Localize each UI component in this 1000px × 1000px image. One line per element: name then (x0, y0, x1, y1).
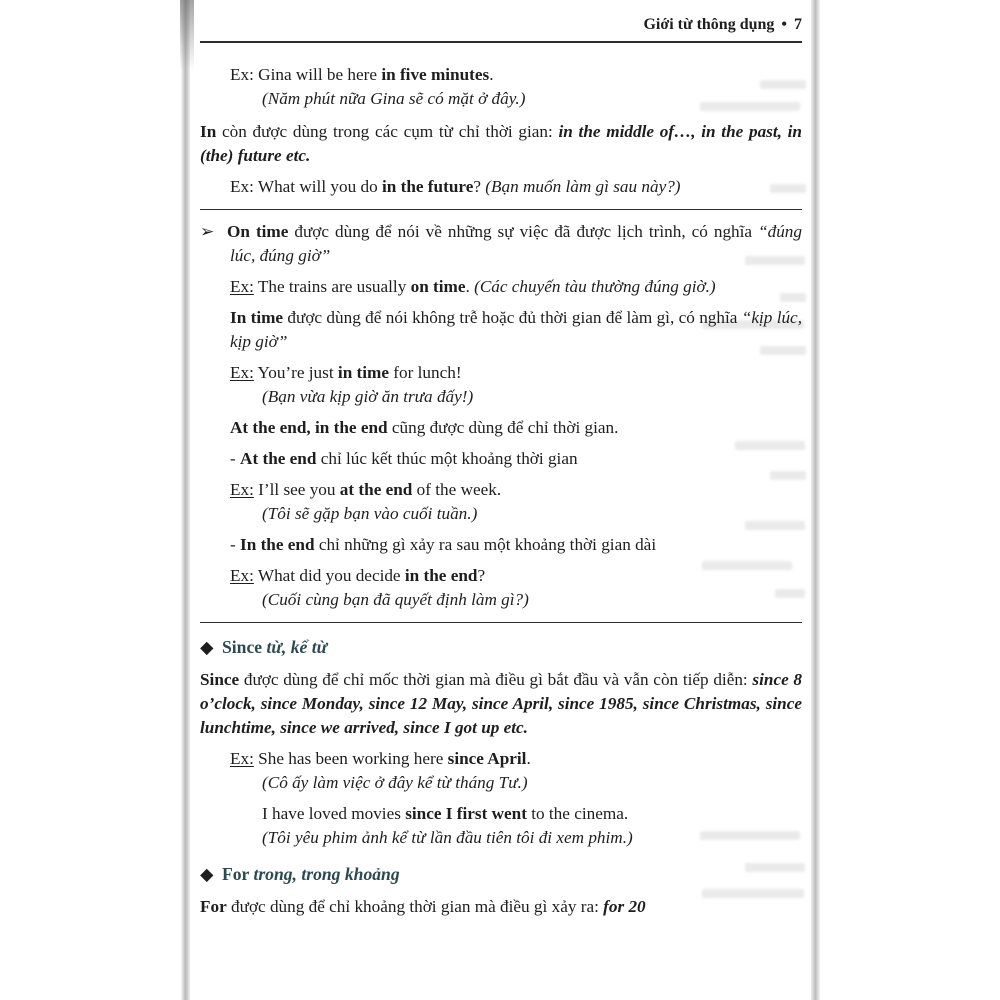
sub-paragraph (200, 533, 802, 557)
list-marker: ◆ (200, 637, 214, 657)
text-segment: - (230, 449, 241, 468)
explanation-paragraph (200, 120, 802, 168)
text-segment: được dùng để chỉ khoảng thời gian mà điều gì xảy ra: (226, 897, 604, 916)
text-segment: The trains are usually (253, 277, 411, 296)
content-area (200, 63, 802, 919)
page-corner-shadow (180, 0, 194, 70)
text-segment: ? (473, 177, 486, 196)
text-segment: She has been working here (253, 749, 448, 768)
translation-line (200, 502, 802, 526)
text-segment: in time (337, 363, 389, 382)
text-segment: (Tôi sẽ gặp bạn vào cuối tuần.) (262, 504, 478, 523)
text-segment: On time (227, 222, 289, 241)
text-segment: in the middle of…, in the past, in (the) future etc. (200, 122, 802, 165)
text-segment: chỉ lúc kết thúc một khoảng thời gian (316, 449, 578, 468)
text-segment: . (465, 277, 475, 296)
running-title: Giới từ thông dụng (643, 16, 775, 33)
text-segment: chỉ những gì xảy ra sau một khoảng thời gian dài (314, 535, 657, 554)
text-segment: . (489, 65, 494, 84)
text-segment: Ex: (230, 480, 254, 499)
text-segment: (Năm phút nữa Gina sẽ có mặt ở đây.) (262, 89, 526, 108)
page-header (200, 0, 802, 34)
text-segment: Since (222, 637, 267, 657)
text-segment: in five minutes (381, 65, 490, 84)
text-segment: . (526, 749, 531, 768)
translation-line (200, 588, 802, 612)
text-segment: What did you decide (253, 566, 405, 585)
text-segment: (Tôi yêu phim ảnh kể từ lần đầu tiên tôi đi xem phim.) (262, 828, 633, 847)
header-rule (200, 41, 802, 43)
text-segment: được dùng để nói về những sự việc đã được lịch trình, có nghĩa (288, 222, 759, 241)
text-segment: for lunch! (389, 363, 462, 382)
text-segment: Ex: What will you do (230, 177, 382, 196)
text-segment: cũng được dùng để chỉ thời gian. (387, 418, 619, 437)
text-segment: for 20 (603, 897, 646, 916)
translation-line (200, 771, 802, 795)
text-segment: to the cinema. (526, 804, 629, 823)
text-segment: of the week. (412, 480, 502, 499)
translation-line (200, 87, 802, 111)
section-heading-for (200, 862, 802, 886)
translation-line (200, 385, 802, 409)
page-right-edge (811, 0, 820, 1000)
page-left-edge (181, 0, 190, 1000)
text-segment: (Cô ấy làm việc ở đây kể từ tháng Tư.) (262, 773, 528, 792)
list-marker: ◆ (200, 864, 214, 884)
example-continuation-line (200, 802, 802, 826)
explanation-paragraph (200, 668, 802, 740)
section-divider (200, 622, 802, 623)
page (200, 0, 802, 919)
text-segment: ? (477, 566, 486, 585)
text-segment: được dùng để nói không trễ hoặc đủ thời gian để làm gì, có nghĩa (283, 308, 742, 327)
example-line (200, 564, 802, 588)
text-segment: “đúng lúc, đúng giờ” (230, 222, 802, 265)
example-line (200, 63, 802, 87)
text-segment: in the end (404, 566, 478, 585)
sub-paragraph (200, 447, 802, 471)
arrow-bullet-item (200, 220, 802, 268)
text-segment: Ex: (230, 363, 254, 382)
text-segment: Since (200, 670, 240, 689)
text-segment: từ, kể từ (266, 637, 328, 657)
text-segment: trong, trong khoảng (253, 864, 400, 884)
example-line (200, 478, 802, 502)
text-segment: since 8 o’clock, since Monday, since 12 May, since April, since 1985, since Christmas, since lunchtime, since we arrived, since I got up etc. (200, 670, 803, 737)
text-segment: since I first went (405, 804, 527, 823)
example-line (200, 747, 802, 771)
text-segment: For (222, 864, 254, 884)
section-heading-since (200, 635, 802, 659)
text-segment: Ex: (230, 749, 254, 768)
text-segment: (Các chuyến tàu thường đúng giờ.) (474, 277, 716, 296)
text-segment: In time (230, 308, 284, 327)
sub-paragraph (200, 306, 802, 354)
text-segment: At the end, in the end (230, 418, 388, 437)
text-segment: in the future (381, 177, 474, 196)
text-segment: “kịp lúc, kịp giờ” (230, 308, 802, 351)
explanation-paragraph (200, 895, 802, 919)
text-segment: at the end (339, 480, 413, 499)
sub-paragraph (200, 416, 802, 440)
text-segment: (Bạn muốn làm gì sau này?) (485, 177, 681, 196)
list-marker: ➢ (200, 222, 215, 241)
text-segment: Ex: Gina will be here (230, 65, 382, 84)
text-segment: I have loved movies (262, 804, 406, 823)
section-divider (200, 209, 802, 210)
example-line (200, 175, 802, 199)
text-segment: còn được dùng trong các cụm từ chỉ thời gian: (216, 122, 559, 141)
text-segment: In (200, 122, 217, 141)
text-segment: được dùng để chỉ mốc thời gian mà điều gì bắt đầu và vẫn còn tiếp diễn: (239, 670, 753, 689)
text-segment: I’ll see you (253, 480, 340, 499)
text-segment: For (200, 897, 227, 916)
text-segment: (Cuối cùng bạn đã quyết định làm gì?) (262, 590, 529, 609)
example-line (200, 275, 802, 299)
page-number: 7 (794, 16, 802, 33)
translation-line (200, 826, 802, 850)
text-segment: (Bạn vừa kịp giờ ăn trưa đấy!) (262, 387, 474, 406)
text-segment: At the end (240, 449, 317, 468)
text-segment: Ex: (230, 277, 254, 296)
text-segment: Ex: (230, 566, 254, 585)
example-line (200, 361, 802, 385)
text-segment: on time (410, 277, 466, 296)
text-segment: - (230, 535, 241, 554)
header-separator-dot: • (781, 16, 787, 33)
text-segment: In the end (240, 535, 315, 554)
text-segment: You’re just (253, 363, 338, 382)
text-segment: since April (447, 749, 527, 768)
